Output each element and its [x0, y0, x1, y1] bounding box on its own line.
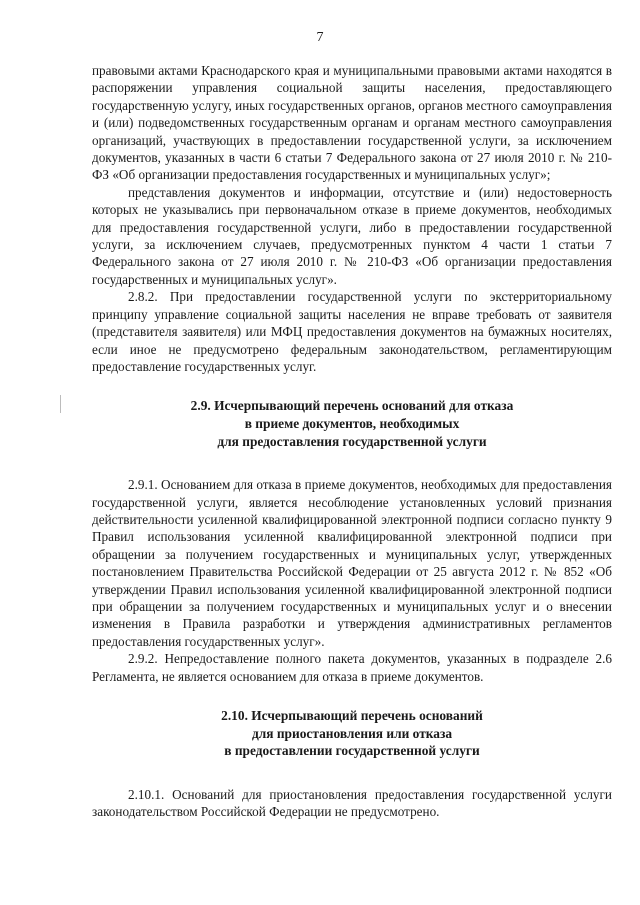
- spacer: [92, 450, 612, 476]
- paragraph-representation-documents: представления документов и информации, отсутствие и (или) недостоверность которых не указывались при первоначальном отказе в приеме документов, необходимых для предоставления государственной услуги, либо в предоставлении государственной услуги, за исключением случаев, предусмотренных пунктом 4 части 1 статьи 7 Федерального закона от 27 июля 2010 г. № 210-ФЗ «Об организации предоставления государственных и муниципальных услуг».: [92, 184, 612, 287]
- spacer: [92, 375, 612, 397]
- document-body: [92, 62, 612, 821]
- paragraph-2-9-2: 2.9.2. Непредоставление полного пакета документов, указанных в подразделе 2.6 Регламента, не является основанием для отказа в приеме документов.: [92, 651, 612, 684]
- paragraph-2-10-1: 2.10.1. Оснований для приостановления предоставления государственной услуги законодательством Российской Федерации не предусмотрено.: [92, 786, 612, 820]
- section-heading-2-9-line-3: для предоставления государственной услуги: [217, 433, 487, 449]
- section-heading-2-10-line-1: 2.10. Исчерпывающий перечень оснований: [221, 707, 483, 723]
- paragraph-2-9-1: 2.9.1. Основанием для отказа в приеме документов, необходимых для предоставления государственной услуги, является несоблюдение установленных условий признания действительности усиленной квалифицированной электронной подписи согласно пункту 9 Правил использования усиленной квалифицированной электронной подписи при обращении за получением государственных и муниципальных услуг, утвержденных постановлением Правительства Российской Федерации от 25 августа 2012 г. № 852 «Об утверждении Правил использования усиленной квалифицированной электронной подписи при обращении за получением государственных и муниципальных услуг и о внесении изменения в Правила разработки и утверждения административных регламентов предоставления государственных услуг».: [92, 477, 612, 649]
- section-heading-2-10-line-2: для приостановления или отказа: [251, 725, 453, 741]
- paragraph-2-8-2: 2.8.2. При предоставлении государственной услуги по экстерриториальному принципу управление социальной защиты населения не вправе требовать от заявителя (представителя заявителя) или МФЦ предоставления документов на бумажных носителях, если иное не предусмотрено федеральным законодательством, регламентирующим предоставление государственных услуг.: [92, 289, 612, 374]
- page-number: 7: [316, 30, 324, 45]
- section-heading-2-10-line-3: в предоставлении государственной услуги: [224, 743, 480, 759]
- section-heading-2-9-line-1: 2.9. Исчерпывающий перечень оснований для отказа: [190, 398, 514, 414]
- spacer: [92, 685, 612, 707]
- margin-mark: [60, 395, 61, 413]
- section-heading-2-10: [92, 707, 612, 760]
- section-heading-2-9: [92, 397, 612, 450]
- spacer: [92, 760, 612, 786]
- paragraph-continuation: правовыми актами Краснодарского края и муниципальными правовыми актами находятся в распоряжении управления социальной защиты населения, предоставляющего государственную услугу, иных государственных органов, органов местного самоуправления и (или) подведомственных государственным органам и органам местного самоуправления организаций, участвующих в предоставлении государственной услуги, за исключением документов, указанных в части 6 статьи 7 Федерального закона от 27 июля 2010 г. № 210-ФЗ «Об организации предоставления государственных и муниципальных услуг»;: [92, 63, 612, 183]
- section-heading-2-9-line-2: в приеме документов, необходимых: [244, 415, 460, 431]
